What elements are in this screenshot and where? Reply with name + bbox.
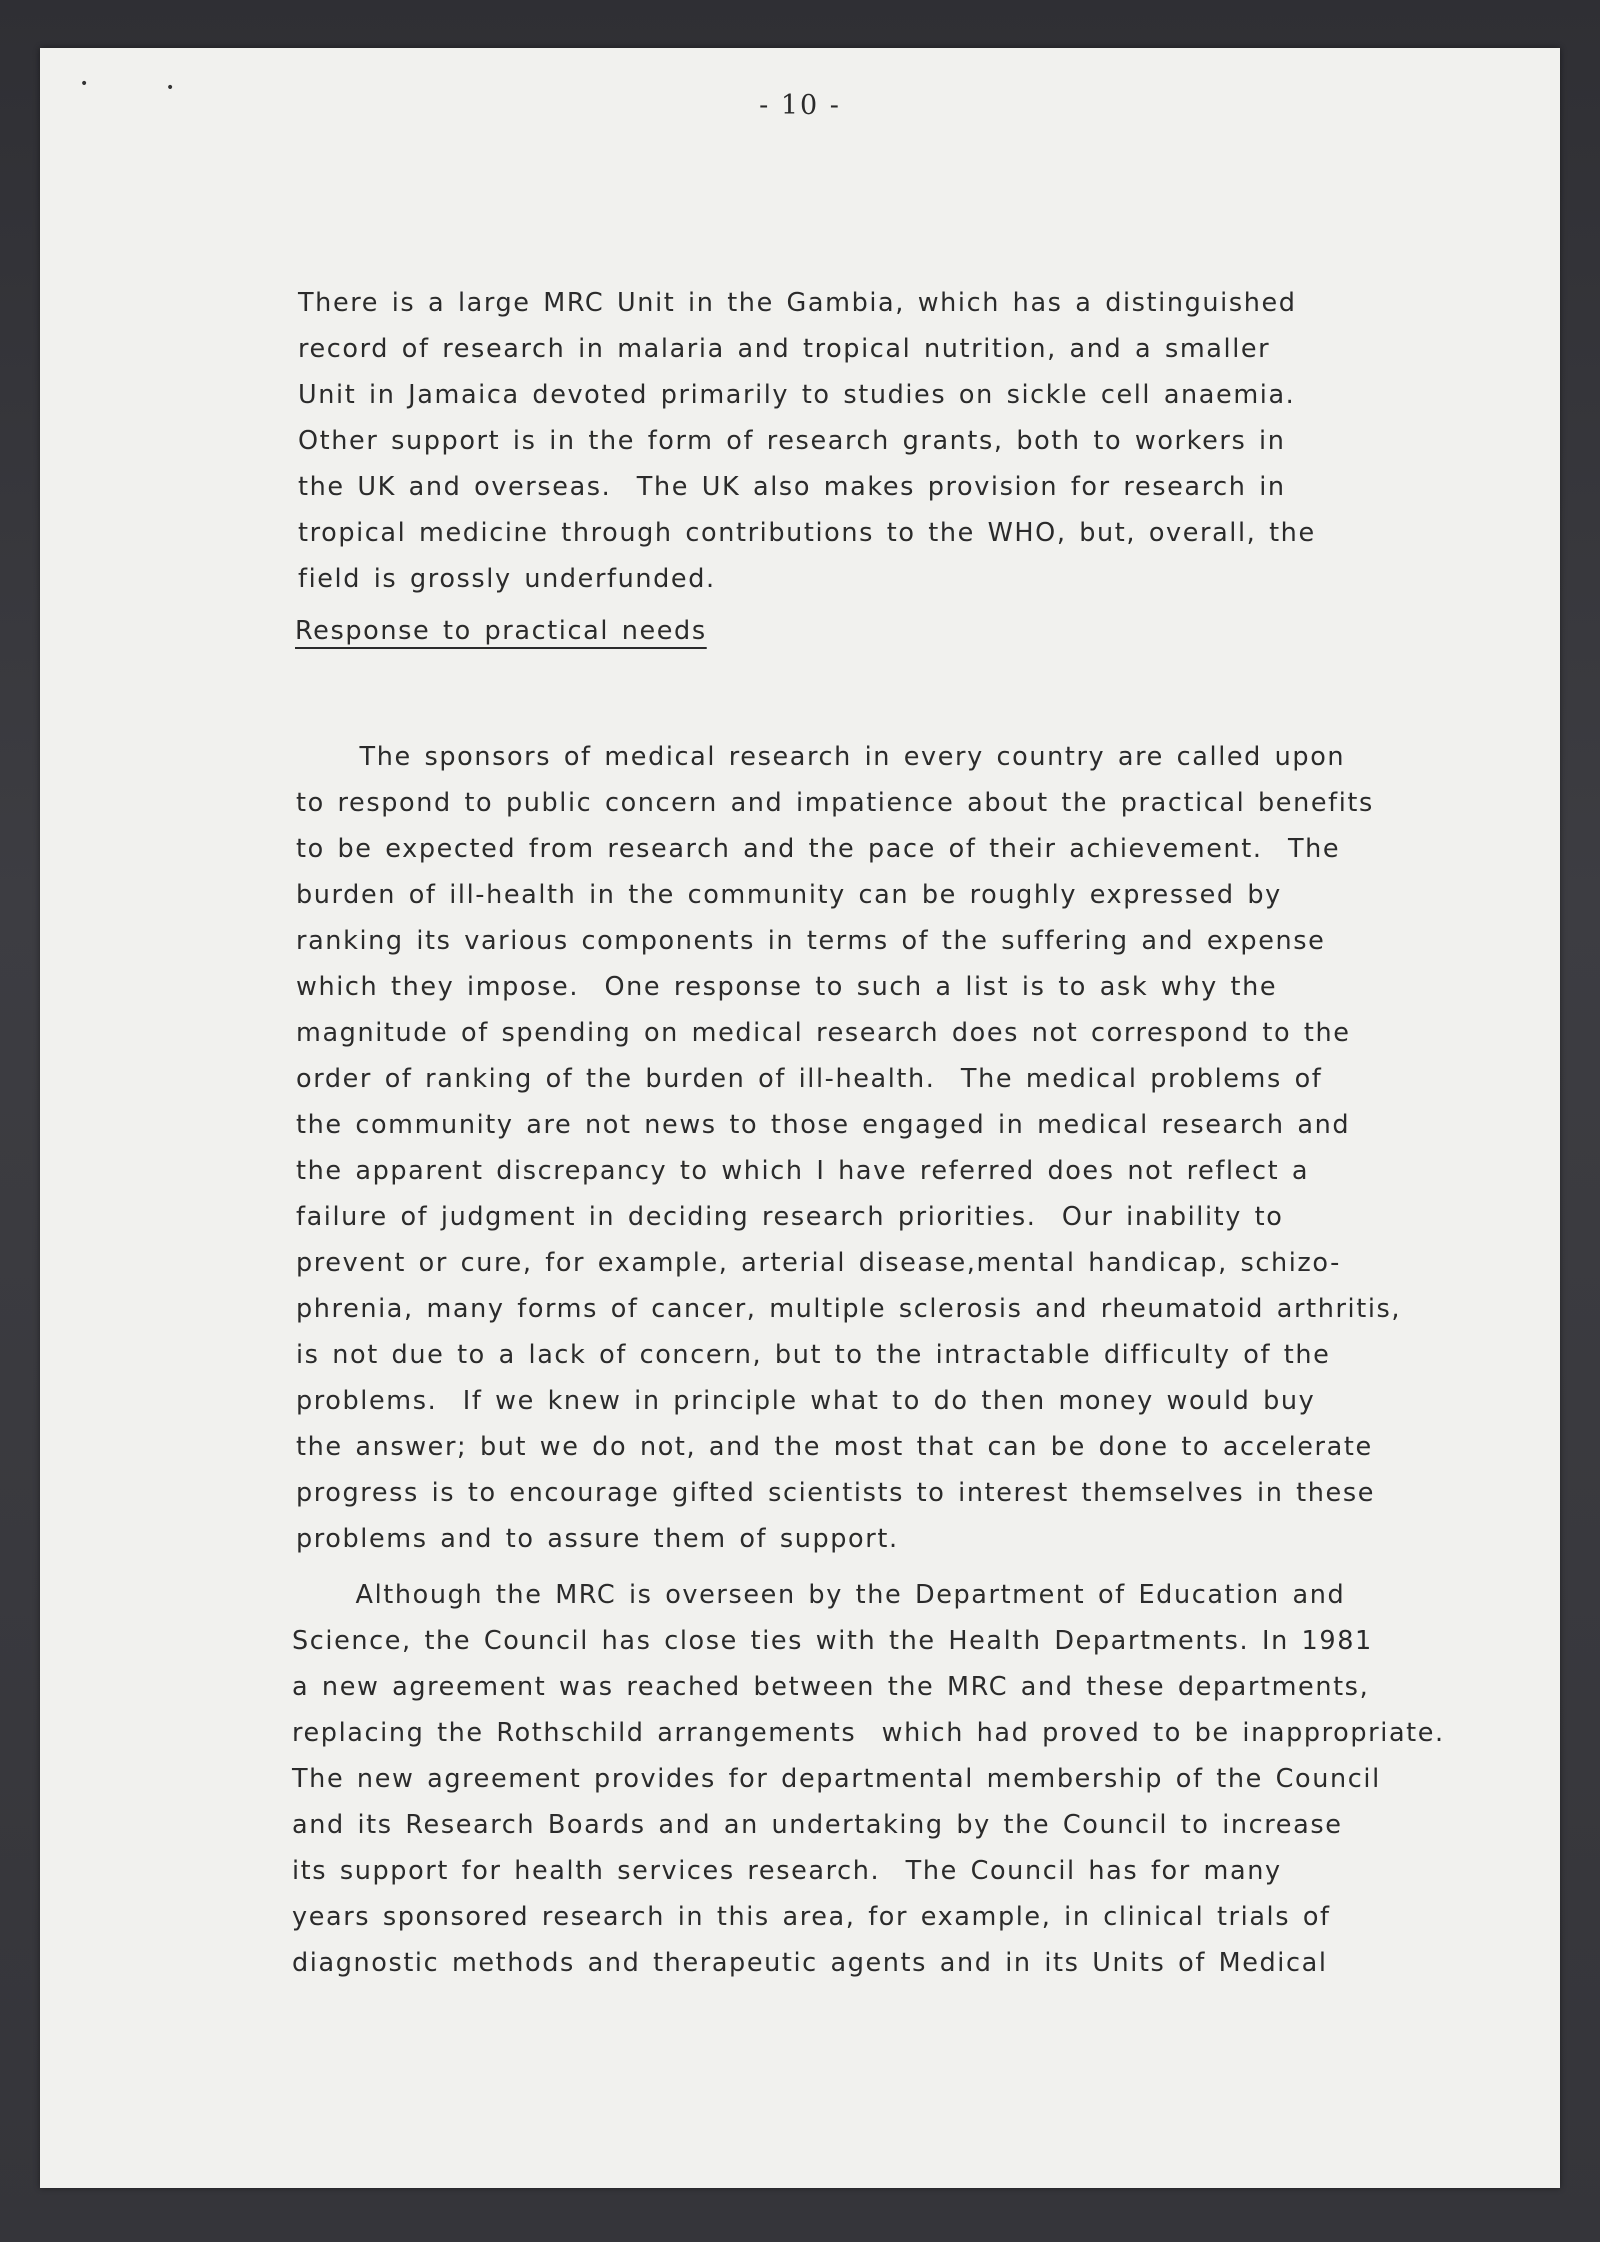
paragraph-line: the answer; but we do not, and the most that can be done to accelerate bbox=[296, 1432, 1373, 1462]
paragraph-line: phrenia, many forms of cancer, multiple sclerosis and rheumatoid arthritis, bbox=[296, 1294, 1402, 1324]
paragraph-line: The sponsors of medical research in every country are called upon bbox=[296, 742, 1346, 772]
paragraph-line: diagnostic methods and therapeutic agents and in its Units of Medical bbox=[292, 1948, 1328, 1978]
paragraph-line: field is grossly underfunded. bbox=[298, 564, 716, 594]
stray-mark-right: • bbox=[166, 80, 175, 96]
paragraph-line: problems and to assure them of support. bbox=[296, 1524, 899, 1554]
paragraph-line: its support for health services research. The Council has for many bbox=[292, 1856, 1282, 1886]
paragraph-line: a new agreement was reached between the MRC and these departments, bbox=[292, 1672, 1370, 1702]
stray-mark-left: • bbox=[80, 76, 89, 92]
paragraph-line: ranking its various components in terms of the suffering and expense bbox=[296, 926, 1326, 956]
paragraph-line: order of ranking of the burden of ill-health. The medical problems of bbox=[296, 1064, 1323, 1094]
paragraph-line: the community are not news to those engaged in medical research and bbox=[296, 1110, 1351, 1140]
paragraph-line: tropical medicine through contributions to the WHO, but, overall, the bbox=[298, 518, 1316, 548]
paragraph-line: There is a large MRC Unit in the Gambia, which has a distinguished bbox=[298, 288, 1297, 318]
paragraph-line: which they impose. One response to such a list is to ask why the bbox=[296, 972, 1278, 1002]
page-number: - 10 - bbox=[759, 90, 841, 121]
paragraph-line: progress is to encourage gifted scientists to interest themselves in these bbox=[296, 1478, 1375, 1508]
paragraph-line: to respond to public concern and impatience about the practical benefits bbox=[296, 788, 1374, 818]
paragraph-line: is not due to a lack of concern, but to the intractable difficulty of the bbox=[296, 1340, 1331, 1370]
paragraph-line: and its Research Boards and an undertaking by the Council to increase bbox=[292, 1810, 1343, 1840]
paragraph-line: to be expected from research and the pace of their achievement. The bbox=[296, 834, 1341, 864]
paragraph-line: the UK and overseas. The UK also makes provision for research in bbox=[298, 472, 1286, 502]
paragraph-line: failure of judgment in deciding research priorities. Our inability to bbox=[296, 1202, 1284, 1232]
paragraph-line: problems. If we knew in principle what to do then money would buy bbox=[296, 1386, 1316, 1416]
paragraph-line: years sponsored research in this area, for example, in clinical trials of bbox=[292, 1902, 1331, 1932]
paragraph-line: prevent or cure, for example, arterial disease,mental handicap, schizo- bbox=[296, 1248, 1341, 1278]
paragraph-line: magnitude of spending on medical research does not correspond to the bbox=[296, 1018, 1351, 1048]
paragraph-line: Science, the Council has close ties with the Health Departments. In 1981 bbox=[292, 1626, 1373, 1656]
paragraph-3 bbox=[292, 1572, 1445, 1986]
paragraph-line: the apparent discrepancy to which I have referred does not reflect a bbox=[296, 1156, 1310, 1186]
paragraph-line: burden of ill-health in the community can be roughly expressed by bbox=[296, 880, 1282, 910]
document-page bbox=[40, 48, 1560, 2188]
section-heading: Response to practical needs bbox=[295, 616, 707, 646]
paragraph-line: replacing the Rothschild arrangements which had proved to be inappropriate. bbox=[292, 1718, 1445, 1748]
paragraph-line: Unit in Jamaica devoted primarily to studies on sickle cell anaemia. bbox=[298, 380, 1296, 410]
paragraph-2 bbox=[296, 734, 1401, 1562]
paragraph-line: Other support is in the form of research grants, both to workers in bbox=[298, 426, 1286, 456]
paragraph-line: The new agreement provides for departmental membership of the Council bbox=[292, 1764, 1381, 1794]
paragraph-1 bbox=[298, 280, 1316, 602]
paragraph-line: record of research in malaria and tropical nutrition, and a smaller bbox=[298, 334, 1271, 364]
paragraph-line: Although the MRC is overseen by the Department of Education and bbox=[292, 1580, 1346, 1610]
